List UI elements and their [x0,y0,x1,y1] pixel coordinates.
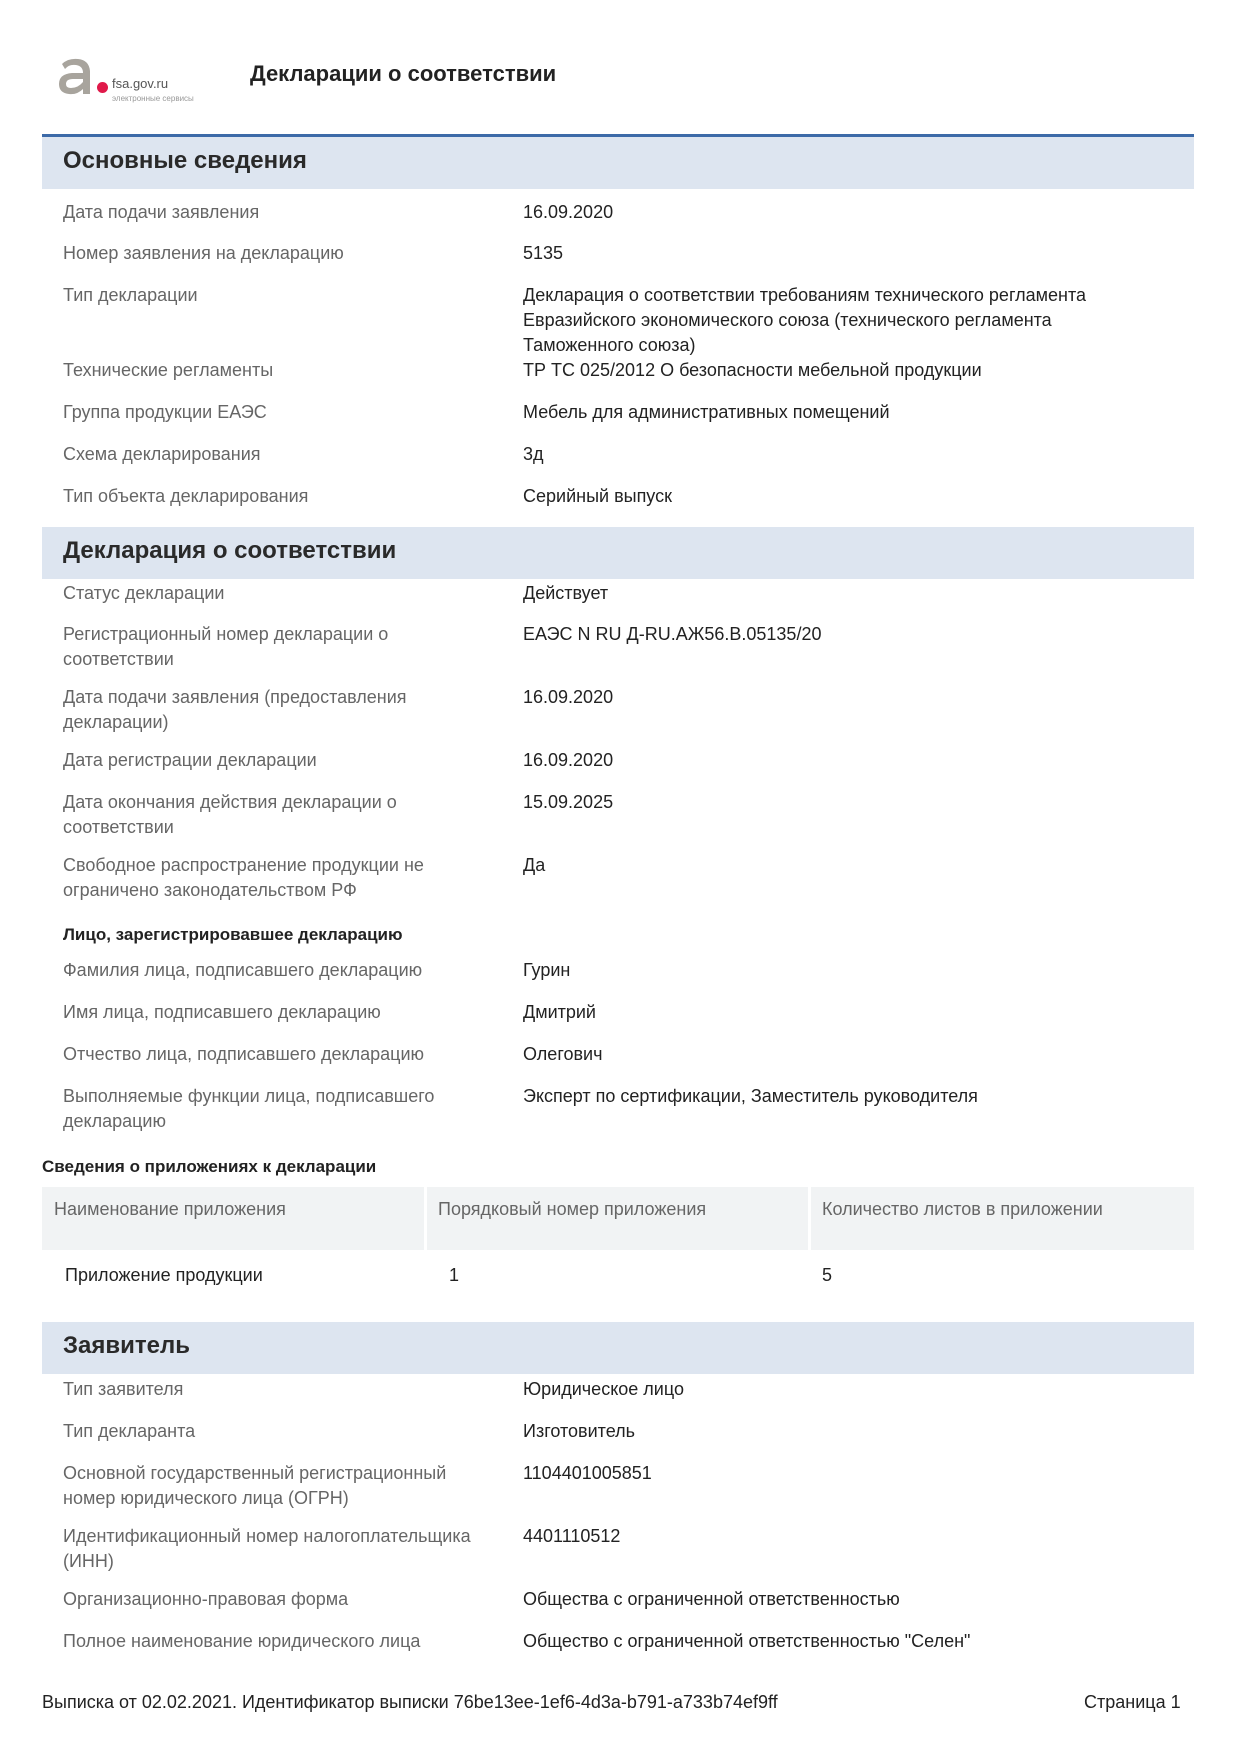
field-label: Статус декларации [63,583,225,603]
logo-dot-icon [97,82,108,93]
field-label: Технические регламенты [63,360,274,380]
field-value: ЕАЭС N RU Д-RU.АЖ56.В.05135/20 [523,624,822,644]
section-declaration-title: Декларация о соответствии [63,537,397,564]
table-cell: 5 [822,1265,833,1285]
fsa-logo[interactable] [58,58,218,110]
field-value: Общества с ограниченной ответственностью [523,1589,900,1609]
page-header [0,0,1240,125]
field-value: Эксперт по сертификации, Заместитель руководителя [523,1086,978,1106]
field-label: Основной государственный регистрационный номер юридического лица (ОГРН) [63,1463,447,1508]
field-label: Фамилия лица, подписавшего декларацию [63,960,423,980]
field-value: 16.09.2020 [523,750,614,770]
field-value: 15.09.2025 [523,792,614,812]
field-label: Группа продукции ЕАЭС [63,402,267,422]
field-value: ТР ТС 025/2012 О безопасности мебельной продукции [523,360,982,380]
field-value: 5135 [523,243,564,263]
logo-subtitle: электронные сервисы [112,94,194,103]
field-value: Юридическое лицо [523,1379,684,1399]
page-title: Декларации о соответствии [250,61,557,86]
field-label: Тип декларации [63,285,198,305]
field-value: Олегович [523,1044,603,1064]
field-label: Выполняемые функции лица, подписавшего декларацию [63,1086,435,1131]
field-value: Серийный выпуск [523,486,672,506]
column-header: Наименование приложения [54,1199,286,1219]
field-label: Тип декларанта [63,1421,196,1441]
table-cell: Приложение продукции [65,1265,263,1285]
field-label: Отчество лица, подписавшего декларацию [63,1044,424,1064]
field-value: 1104401005851 [523,1463,652,1483]
footer-page-number: Страница 1 [1084,1692,1181,1712]
table-cell: 1 [449,1265,460,1285]
person-subheading: Лицо, зарегистрировавшее декларацию [63,925,403,944]
field-value: 16.09.2020 [523,687,614,707]
field-label: Имя лица, подписавшего декларацию [63,1002,381,1022]
column-divider [808,1187,811,1250]
field-value: Общество с ограниченной ответственностью "Селен" [523,1631,971,1651]
column-header: Количество листов в приложении [822,1199,1103,1219]
field-label: Идентификационный номер налогоплательщика (ИНН) [63,1526,471,1571]
field-label: Дата подачи заявления (предоставления декларации) [63,687,407,732]
column-header: Порядковый номер приложения [438,1199,707,1219]
field-value: Изготовитель [523,1421,635,1441]
field-value: Действует [523,583,609,603]
field-value: Гурин [523,960,571,980]
field-label: Тип объекта декларирования [63,486,309,506]
section-applicant-header [42,1322,1194,1374]
section-main-title: Основные сведения [63,147,307,174]
footer-extract-info: Выписка от 02.02.2021. Идентификатор выписки 76be13ee-1ef6-4d3a-b791-a733b74ef9ff [42,1692,778,1712]
field-label: Свободное распространение продукции не ограничено законодательством РФ [63,855,424,900]
field-label: Схема декларирования [63,444,261,464]
field-label: Номер заявления на декларацию [63,243,344,263]
field-value: 3д [523,444,544,464]
field-label: Организационно-правовая форма [63,1589,349,1609]
section-declaration-header [42,527,1194,579]
logo-site-text: fsa.gov.ru [112,76,169,91]
attachments-heading: Сведения о приложениях к декларации [42,1157,377,1176]
section-main-header [42,137,1194,189]
column-divider [424,1187,427,1250]
field-value: Да [523,855,546,875]
attachments-table-header [42,1187,1194,1250]
field-value: Декларация о соответствии требованиям технического регламента Евразийского экономического союза (технического регламента Таможенного союза) [523,285,1087,355]
section-applicant-title: Заявитель [63,1332,190,1359]
field-value: Мебель для административных помещений [523,402,890,422]
field-value: Дмитрий [523,1002,596,1022]
field-label: Полное наименование юридического лица [63,1631,421,1651]
field-label: Тип заявителя [63,1379,184,1399]
field-label: Дата подачи заявления [63,202,260,222]
field-value: 16.09.2020 [523,202,614,222]
field-value: 4401110512 [523,1526,621,1546]
fsa-a-icon [58,58,94,96]
field-label: Регистрационный номер декларации о соответствии [63,624,389,669]
field-label: Дата регистрации декларации [63,750,317,770]
field-label: Дата окончания действия декларации о соответствии [63,792,397,837]
